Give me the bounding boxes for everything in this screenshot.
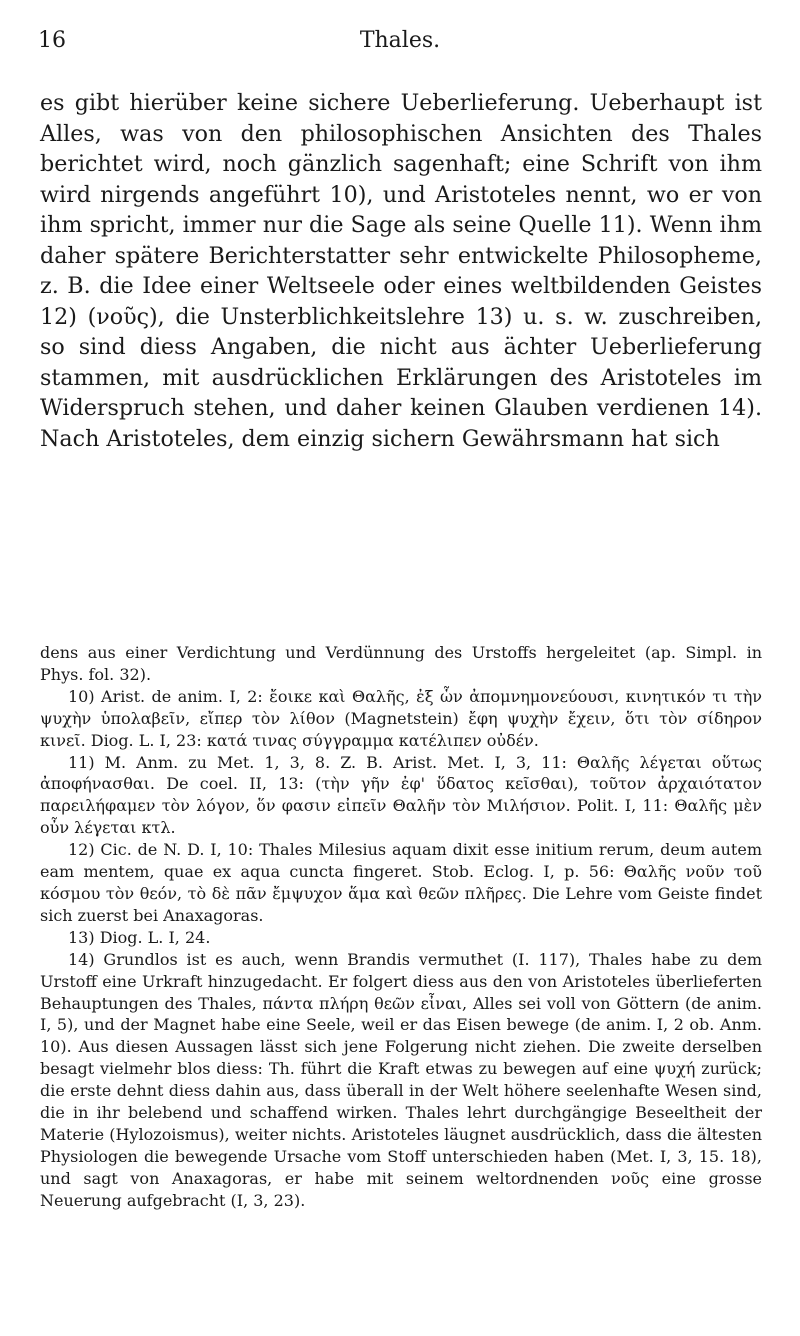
footnote-14: 14) Grundlos ist es auch, wenn Brandis vermuthet (I. 117), Thales habe zu dem Urstoff eine Urkraft hinzugedacht. Er folgert diess aus den von Aristoteles überlieferten Behauptungen des Thales, πάντα πλήρη θεῶν εἶναι, Alles sei voll von Göttern (de anim. I, 5), und der Magnet habe eine Seele, weil er das Eisen bewege (de anim. I, 2 ob. Anm. 10). Aus diesen Aussagen lässt sich jene Folgerung nicht ziehen. Die zweite derselben besagt vielmehr blos diess: Th. führt die Kraft etwas zu bewegen auf eine ψυχή zurück; die erste dehnt diess dahin aus, dass überall in der Welt höhere seelenhafte Wesen sind, die in ihr belebend und schaffend wirken. Thales lehrt durchgängige Beseeltheit der Materie (Hylozoismus), weiter nichts. Aristoteles läugnet ausdrücklich, dass die ältesten Physiologen die bewegende Ursache vom Stoff unterschieden haben (Met. I, 3, 15. 18), und sagt von Anaxagoras, er habe mit seinem weltordnenden νοῦς eine grosse Neuerung aufgebracht (I, 3, 23). xyxy=(40,949,762,1210)
footnote-11: 11) M. Anm. zu Met. 1, 3, 8. Z. B. Arist. Met. I, 3, 11: Θαλῆς λέγεται οὕτως ἀποφήνασθαι. De coel. II, 13: (τὴν γῆν ἐφ' ὕδατος κεῖσθαι), τοῦτον ἀρχαιότατον παρειλήφαμεν τὸν λόγον, ὅν φασιν εἰπεῖν Θαλῆν τὸν Μιλήσιον. Polit. I, 11: Θαλῆς μὲν οὖν λέγεται κτλ. xyxy=(40,752,762,838)
footnote-10: 10) Arist. de anim. I, 2: ἔοικε καὶ Θαλῆς, ἐξ ὧν ἀπομνημονεύουσι, κινητικόν τι τὴν ψυχὴν ὑπολαβεῖν, εἴπερ τὸν λίθον (Magnetstein) ἔφη ψυχὴν ἔχειν, ὅτι τὸν σίδηρον κινεῖ. Diog. L. I, 23: κατά τινας σύγγραμμα κατέλιπεν οὐδέν. xyxy=(40,686,762,750)
page-number: 16 xyxy=(38,28,66,53)
main-paragraph: es gibt hierüber keine sichere Ueberlieferung. Ueberhaupt ist Alles, was von den philosophischen Ansichten des Thales berichtet wird, noch gänzlich sagenhaft; eine Schrift von ihm wird nirgends angeführt 10), und Aristoteles nennt, wo er von ihm spricht, immer nur die Sage als seine Quelle 11). Wenn ihm daher spätere Berichterstatter sehr entwickelte Philosopheme, z. B. die Idee einer Weltseele oder eines weltbildenden Geistes 12) (νοῦς), die Unsterblichkeitslehre 13) u. s. w. zuschreiben, so sind diess Angaben, die nicht aus ächter Ueberlieferung stammen, mit ausdrücklichen Erklärungen des Aristoteles im Widerspruch stehen, und daher keinen Glauben verdienen 14). Nach Aristoteles, dem einzig sichern Gewährsmann hat sich xyxy=(40,90,762,452)
footnote-continuation: dens aus einer Verdichtung und Verdünnung des Urstoffs hergeleitet (ap. Simpl. in Phys. fol. 32). xyxy=(40,643,762,684)
running-title: Thales. xyxy=(359,28,441,53)
footnote-13: 13) Diog. L. I, 24. xyxy=(68,927,211,947)
footnote-12: 12) Cic. de N. D. I, 10: Thales Milesius aquam dixit esse initium rerum, deum autem eam mentem, quae ex aqua cuncta fingeret. Stob. Eclog. I, p. 56: Θαλῆς νοῦν τοῦ κόσμου τὸν θεόν, τὸ δὲ πᾶν ἔμψυχον ἅμα καὶ θεῶν πλῆρες. Die Lehre vom Geiste findet sich zuerst bei Anaxagoras. xyxy=(40,840,762,925)
footnotes xyxy=(40,642,762,1212)
